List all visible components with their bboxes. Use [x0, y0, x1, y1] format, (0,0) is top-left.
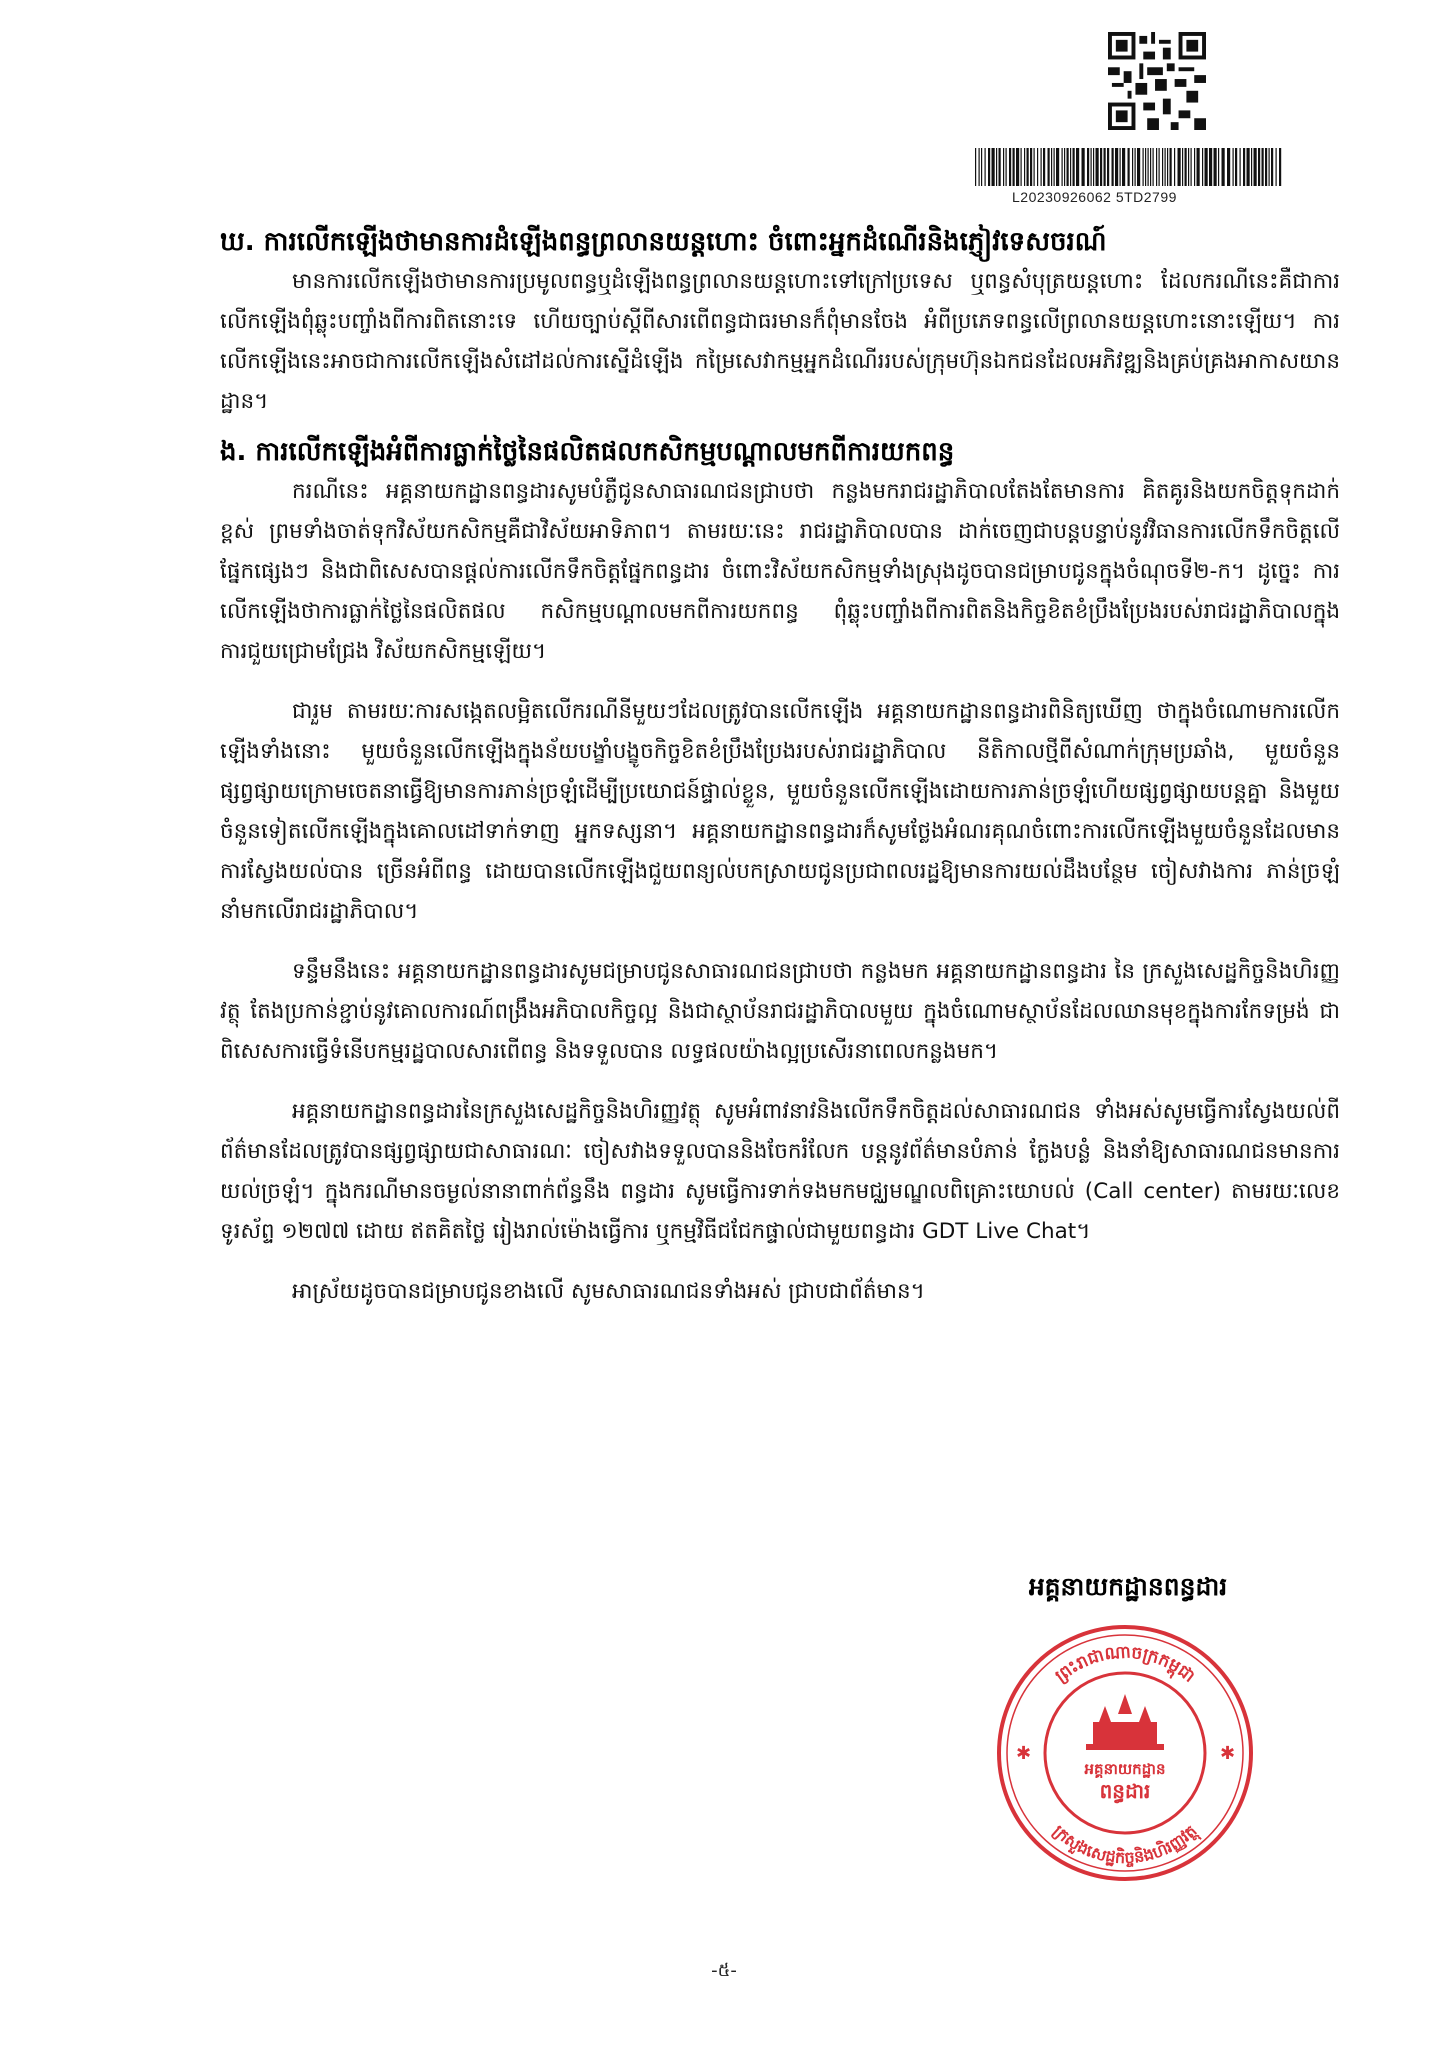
section-heading-ngo: ង. ការលើកឡើងអំពីការធ្លាក់ថ្លៃនៃផលិតផលកសិកម្មបណ្តាលមកពីការយកពន្ធ: [220, 437, 955, 467]
qr-code: [1108, 32, 1206, 130]
section-kho-paragraph: មានការលើកឡើងថាមានការប្រមូលពន្ធឬដំឡើងពន្ធព្រលានយន្តហោះទៅក្រៅប្រទេស ឬពន្ធសំបុត្រយន្តហោះ ដែលករណីនេះគឺជាការលើកឡើងពុំឆ្លុះបញ្ចាំងពីការពិតនោះទេ ហើយច្បាប់ស្តីពីសារពើពន្ធជាធរមានក៏ពុំមានចែង អំពីប្រភេទពន្ធលើព្រលានយន្តហោះនោះឡើយ។ ការលើកឡើងនេះអាចជាការលើកឡើងសំដៅដល់ការស្នើដំឡើង កម្រៃសេវាកម្មអ្នកដំណើររបស់ក្រុមហ៊ុនឯកជនដែលអភិវឌ្ឍនិងគ្រប់គ្រងអាកាសយានដ្ឋាន។: [220, 269, 1340, 414]
section-heading-kho: ឃ. ការលើកឡើងថាមានការដំឡើងពន្ធព្រលានយន្តហោះ ចំពោះអ្នកដំណើរនិងភ្ញៀវទេសចរណ៍: [220, 227, 1107, 257]
closing-paragraph: អាស្រ័យដូចបានជម្រាបជូនខាងលើ សូមសាធារណជនទាំងអស់ ជ្រាបជាព័ត៌មាន។: [292, 1279, 925, 1304]
svg-text:✱: ✱: [1016, 1743, 1032, 1764]
svg-text:ព្រះរាជាណាចក្រកម្ពុជា: ព្រះរាជាណាចក្រកម្ពុជា: [1051, 1642, 1199, 1687]
barcode: [975, 148, 1283, 186]
section-ngo-paragraph: ករណីនេះ អគ្គនាយកដ្ឋានពន្ធដារសូមបំភ្លឺជូនសាធារណជនជ្រាបថា កន្លងមករាជរដ្ឋាភិបាលតែងតែមានការ គិតគូរនិងយកចិត្តទុកដាក់ខ្ពស់ ព្រមទាំងចាត់ទុកវិស័យកសិកម្មគឺជាវិស័យអាទិភាព។ តាមរយៈនេះ រាជរដ្ឋាភិបាលបាន ដាក់ចេញជាបន្តបន្ទាប់នូវវិធានការលើកទឹកចិត្តលើផ្នែកផ្សេងៗ និងជាពិសេសបានផ្តល់ការលើកទឹកចិត្តផ្នែកពន្ធដារ ចំពោះវិស័យកសិកម្មទាំងស្រុងដូចបានជម្រាបជូនក្នុងចំណុចទី២-ក។ ដូច្នេះ ការលើកឡើងថាការធ្លាក់ថ្លៃនៃផលិតផល កសិកម្មបណ្តាលមកពីការយកពន្ធ ពុំឆ្លុះបញ្ចាំងពីការពិតនិងកិច្ចខិតខំប្រឹងប្រែងរបស់រាជរដ្ឋាភិបាលក្នុងការជួយជ្រោមជ្រែង វិស័យកសិកម្មឡើយ។: [220, 479, 1340, 664]
svg-text:អគ្គនាយកដ្ឋាន: អគ្គនាយកដ្ឋាន: [1084, 1760, 1166, 1778]
barcode-number: L20230926062 5TD2799: [1012, 189, 1177, 205]
svg-text:ពន្ធដារ: ពន្ធដារ: [1099, 1779, 1151, 1803]
page-number: -៥-: [711, 1960, 737, 1981]
summary-paragraph: ជារួម តាមរយៈការសង្កេតលម្អិតលើករណីនីមួយៗដែលត្រូវបានលើកឡើង អគ្គនាយកដ្ឋានពន្ធដារពិនិត្យឃើញ ថាក្នុងចំណោមការលើកឡើងទាំងនោះ មួយចំនួនលើកឡើងក្នុងន័យបង្ខាំបង្ខូចកិច្ចខិតខំប្រឹងប្រែងរបស់រាជរដ្ឋាភិបាល នីតិកាលថ្មីពីសំណាក់ក្រុមប្រឆាំង, មួយចំនួនផ្សព្វផ្សាយក្រោមចេតនាធ្វើឱ្យមានការភាន់ច្រឡំដើម្បីប្រយោជន៍ផ្ទាល់ខ្លួន, មួយចំនួនលើកឡើងដោយការភាន់ច្រឡំហើយផ្សព្វផ្សាយបន្តគ្នា និងមួយចំនួនទៀតលើកឡើងក្នុងគោលដៅទាក់ទាញ អ្នកទស្សនា។ អគ្គនាយកដ្ឋានពន្ធដារក៏សូមថ្លែងអំណរគុណចំពោះការលើកឡើងមួយចំនួនដែលមានការស្វែងយល់បាន ច្រើនអំពីពន្ធ ដោយបានលើកឡើងជួយពន្យល់បកស្រាយជូនប្រជាពលរដ្ឋឱ្យមានការយល់ដឹងបន្ថែម ចៀសវាងការ ភាន់ច្រឡំនាំមកលើរាជរដ្ឋាភិបាល។: [220, 699, 1340, 924]
svg-text:✱: ✱: [1220, 1743, 1236, 1764]
signer-title: អគ្គនាយកដ្ឋានពន្ធដារ: [1028, 1572, 1228, 1601]
official-seal: [994, 1622, 1256, 1884]
document-body: [220, 222, 1340, 1312]
reform-paragraph: ទន្ទឹមនឹងនេះ អគ្គនាយកដ្ឋានពន្ធដារសូមជម្រាបជូនសាធារណជនជ្រាបថា កន្លងមក អគ្គនាយកដ្ឋានពន្ធដារ នៃ ក្រសួងសេដ្ឋកិច្ចនិងហិរញ្ញវត្ថុ តែងប្រកាន់ខ្ជាប់នូវគោលការណ៍ពង្រឹងអភិបាលកិច្ចល្អ និងជាស្ថាប័នរាជរដ្ឋាភិបាលមួយ ក្នុងចំណោមស្ថាប័នដែលឈានមុខក្នុងការកែទម្រង់ ជាពិសេសការធ្វើទំនើបកម្មរដ្ឋបាលសារពើពន្ធ និងទទួលបាន លទ្ធផលយ៉ាងល្អប្រសើរនាពេលកន្លងមក។: [220, 959, 1340, 1064]
svg-text:ក្រសួងសេដ្ឋកិច្ចនិងហិរញ្ញវត្ថុ: ក្រសួងសេដ្ឋកិច្ចនិងហិរញ្ញវត្ថុ: [1049, 1821, 1201, 1868]
appeal-paragraph: អគ្គនាយកដ្ឋានពន្ធដារនៃក្រសួងសេដ្ឋកិច្ចនិងហិរញ្ញវត្ថុ សូមអំពាវនាវនិងលើកទឹកចិត្តដល់សាធារណជន ទាំងអស់សូមធ្វើការស្វែងយល់ពីព័ត៌មានដែលត្រូវបានផ្សព្វផ្សាយជាសាធារណៈ ចៀសវាងទទួលបាននិងចែករំលែក បន្តនូវព័ត៌មានបំភាន់ ក្លែងបន្លំ និងនាំឱ្យសាធារណជនមានការយល់ច្រឡំ។ ក្នុងករណីមានចម្ងល់នានាពាក់ព័ន្ធនឹង ពន្ធដារ សូមធ្វើការទាក់ទងមកមជ្ឈមណ្ឌលពិគ្រោះយោបល់ (Call center) តាមរយៈលេខទូរស័ព្ទ ១២៧៧ ដោយ ឥតគិតថ្លៃ រៀងរាល់ម៉ោងធ្វើការ ឬកម្មវិធីជជែកផ្ទាល់ជាមួយពន្ធដារ GDT Live Chat។: [220, 1099, 1340, 1244]
